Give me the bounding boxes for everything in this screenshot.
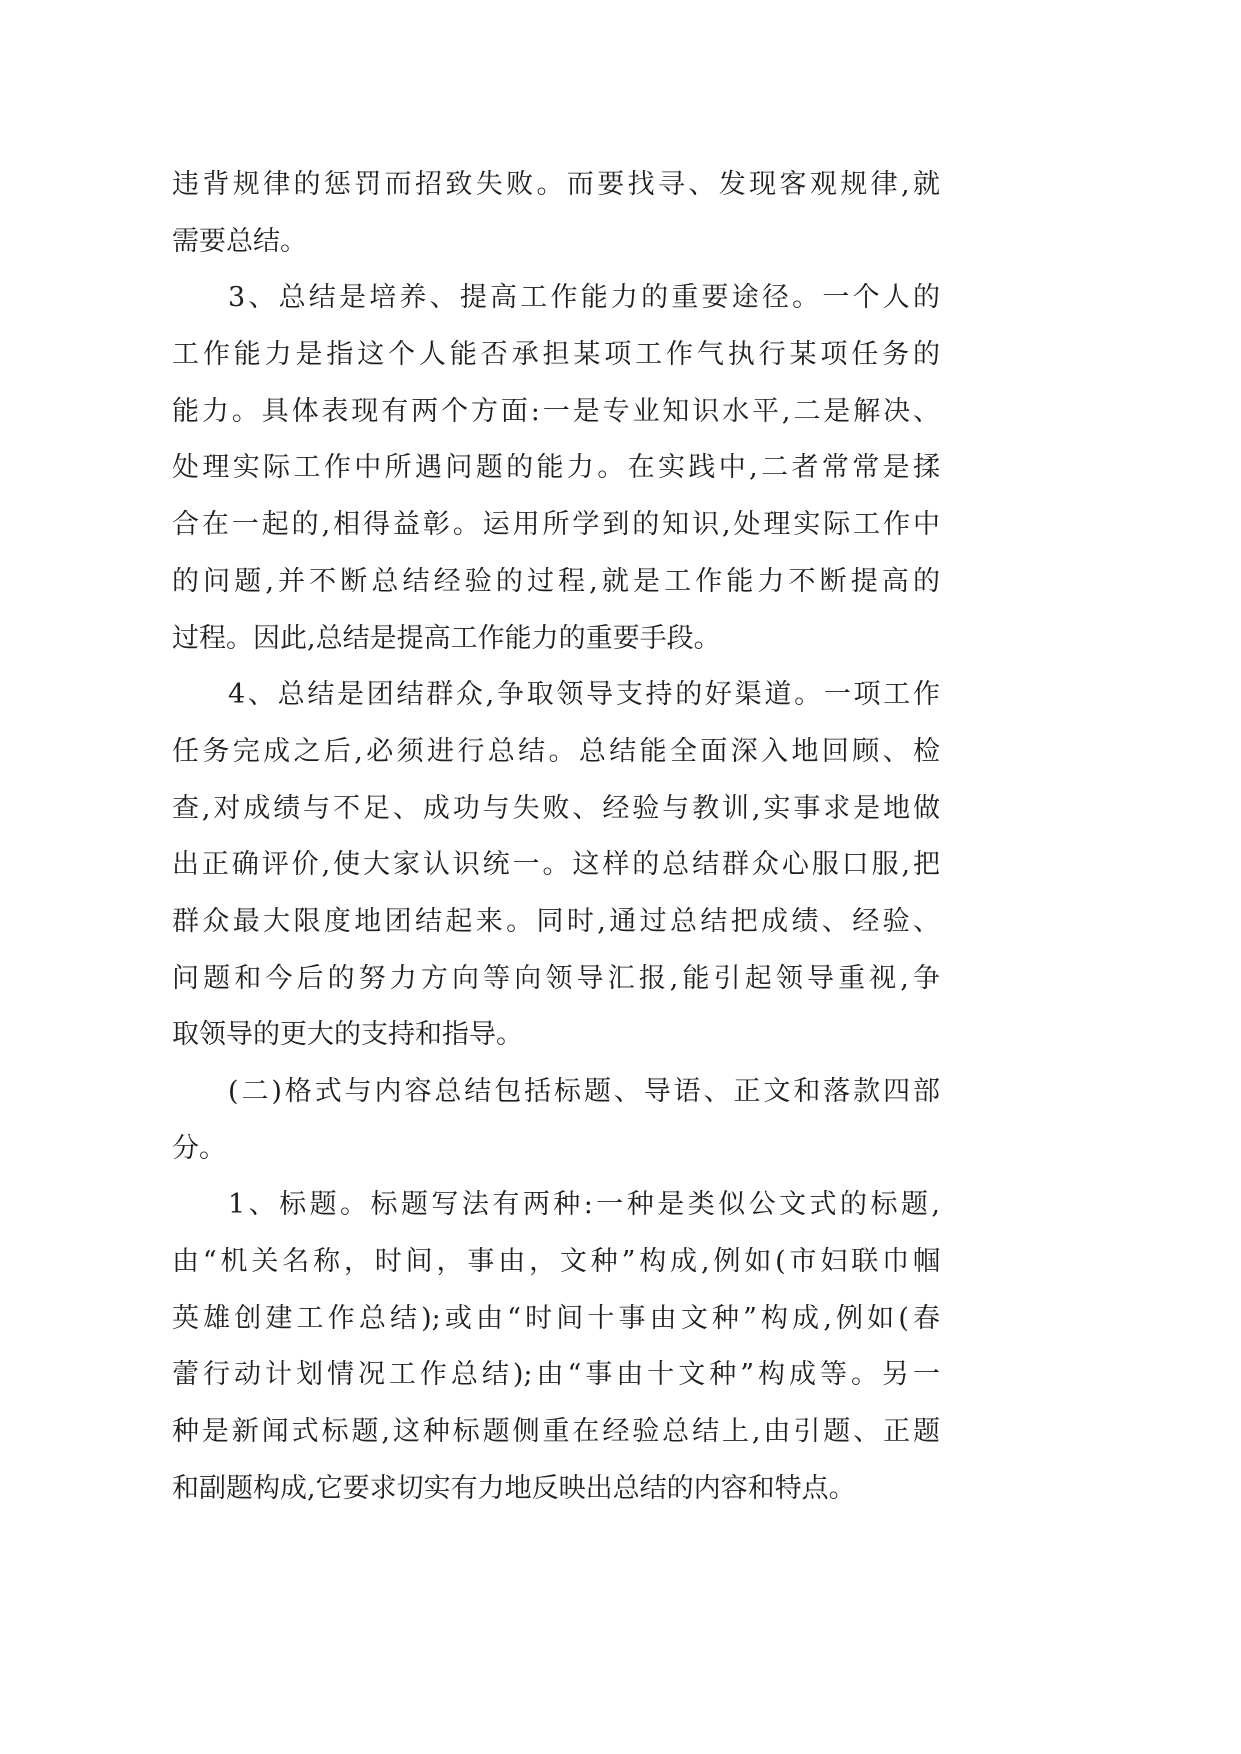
text-line: 查,对成绩与不足、成功与失败、经验与教训,实事求是地做 [172,792,940,824]
paragraph-start-line: 1、标题。标题写法有两种:一种是类似公文式的标题, [228,1189,940,1221]
text-line: 分。 [172,1132,226,1164]
text-line: 任务完成之后,必须进行总结。总结能全面深入地回顾、检 [172,735,940,767]
paragraph-start-line: 4、总结是团结群众,争取领导支持的好渠道。一项工作 [228,679,940,711]
text-line: 违背规律的惩罚而招致失败。而要找寻、发现客观规律,就 [172,169,940,200]
text-line: 过程。因此,总结是提高工作能力的重要手段。 [172,622,721,654]
text-line: 种是新闻式标题,这种标题侧重在经验总结上,由引题、正题 [172,1416,940,1448]
text-line: 能力。具体表现有两个方面:一是专业知识水平,二是解决、 [172,395,940,427]
body-text [172,157,940,1518]
text-line: 的问题,并不断总结经验的过程,就是工作能力不断提高的 [172,565,940,597]
text-line: 工作能力是指这个人能否承担某项工作气执行某项任务的 [172,339,940,371]
text-line: 蕾行动计划情况工作总结);由“事由十文种”构成等。另一 [172,1359,940,1391]
text-line: 出正确评价,使大家认识统一。这样的总结群众心服口服,把 [172,849,940,881]
text-line: 群众最大限度地团结起来。同时,通过总结把成绩、经验、 [172,905,940,937]
text-line: 处理实际工作中所遇问题的能力。在实践中,二者常常是揉 [172,452,940,484]
section-heading-line: (二)格式与内容总结包括标题、导语、正文和落款四部 [228,1076,940,1107]
paragraph-start-line: 3、总结是培养、提高工作能力的重要途径。一个人的 [228,282,940,314]
text-line: 由“机关名称，时间，事由，文种”构成,例如(市妇联巾帼 [172,1246,940,1278]
text-line: 问题和今后的努力方向等向领导汇报,能引起领导重视,争 [172,962,940,994]
text-line: 和副题构成,它要求切实有力地反映出总结的内容和特点。 [172,1472,856,1504]
text-line: 需要总结。 [172,225,307,257]
text-line: 取领导的更大的支持和指导。 [172,1019,523,1051]
text-line: 英雄创建工作总结);或由“时间十事由文种”构成,例如(春 [172,1302,940,1334]
text-line: 合在一起的,相得益彰。运用所学到的知识,处理实际工作中 [172,509,940,541]
